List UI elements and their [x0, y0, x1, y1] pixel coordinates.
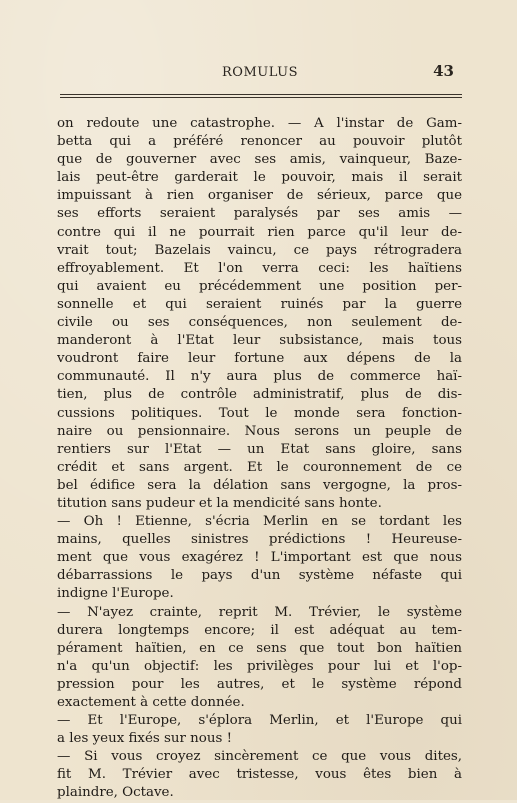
- body-text: [57, 115, 462, 803]
- text-line: — N'ayez crainte, reprit M. Trévier, le système: [57, 604, 462, 620]
- running-title: ROMULUS: [222, 65, 298, 80]
- text-line: plaindre, Octave.: [57, 785, 174, 801]
- header-rule: [60, 94, 462, 95]
- text-line: bel édifice sera la délation sans vergogne, la pros-: [57, 477, 462, 493]
- text-line: que de gouverner avec ses amis, vainqueur, Baze-: [57, 152, 462, 168]
- text-line: betta qui a préféré renoncer au pouvoir plutôt: [57, 134, 462, 150]
- text-line: vrait tout; Bazelais vaincu, ce pays rétrogradera: [57, 242, 462, 258]
- text-line: contre qui il ne pourrait rien parce qu'il leur de-: [57, 224, 462, 240]
- text-line: débarrassions le pays d'un système néfaste qui: [57, 568, 462, 584]
- text-line: mains, quelles sinistres prédictions ! Heureuse-: [57, 532, 462, 548]
- text-line: effroyablement. Et l'on verra ceci: les haïtiens: [57, 260, 462, 276]
- text-line: ment que vous exagérez ! L'important est que nous: [57, 550, 462, 566]
- text-line: ses efforts seraient paralysés par ses amis —: [57, 206, 462, 222]
- text-line: cussions politiques. Tout le monde sera fonction-: [57, 405, 462, 421]
- header-rule-double: [60, 97, 462, 98]
- page-number: 43: [433, 62, 454, 80]
- text-line: qui avaient eu précédemment une position per-: [57, 278, 462, 294]
- text-line: fit M. Trévier avec tristesse, vous êtes bien à: [57, 767, 462, 783]
- text-line: manderont à l'Etat leur subsistance, mais tous: [57, 333, 462, 349]
- text-line: on redoute une catastrophe. — A l'instar de Gam-: [57, 116, 462, 131]
- text-line: naire ou pensionnaire. Nous serons un peuple de: [57, 423, 462, 439]
- text-line: sonnelle et qui seraient ruinés par la guerre: [57, 296, 462, 312]
- text-line: civile ou ses conséquences, non seulement de-: [57, 315, 462, 331]
- text-line: a les yeux fixés sur nous !: [57, 731, 233, 747]
- text-line: communauté. Il n'y aura plus de commerce haï-: [57, 369, 462, 385]
- text-line: indigne l'Europe.: [57, 586, 174, 602]
- text-line: durera longtemps encore; il est adéquat au tem-: [57, 622, 462, 638]
- text-line: pérament haïtien, en ce sens que tout bon haïtien: [57, 640, 462, 656]
- text-line: pression pour les autres, et le système répond: [57, 676, 462, 692]
- text-line: lais peut-être garderait le pouvoir, mais il serait: [57, 170, 462, 186]
- text-line: n'a qu'un objectif: les privilèges pour lui et l'op-: [57, 658, 462, 674]
- text-line: crédit et sans argent. Et le couronnement de ce: [57, 459, 462, 475]
- text-line: — Si vous croyez sincèrement ce que vous dites,: [57, 749, 462, 765]
- text-line: impuissant à rien organiser de sérieux, parce que: [57, 188, 462, 204]
- text-line: voudront faire leur fortune aux dépens de la: [57, 351, 462, 367]
- page-header: [60, 62, 460, 82]
- text-line: — Et l'Europe, s'éplora Merlin, et l'Europe qui: [57, 713, 462, 729]
- text-line: — Oh ! Etienne, s'écria Merlin en se tordant les: [57, 514, 462, 530]
- text-line: tien, plus de contrôle administratif, plus de dis-: [57, 387, 462, 403]
- text-line: exactement à cette donnée.: [57, 695, 245, 710]
- text-line: titution sans pudeur et la mendicité sans honte.: [57, 495, 382, 511]
- text-line: rentiers sur l'Etat — un Etat sans gloire, sans: [57, 441, 462, 457]
